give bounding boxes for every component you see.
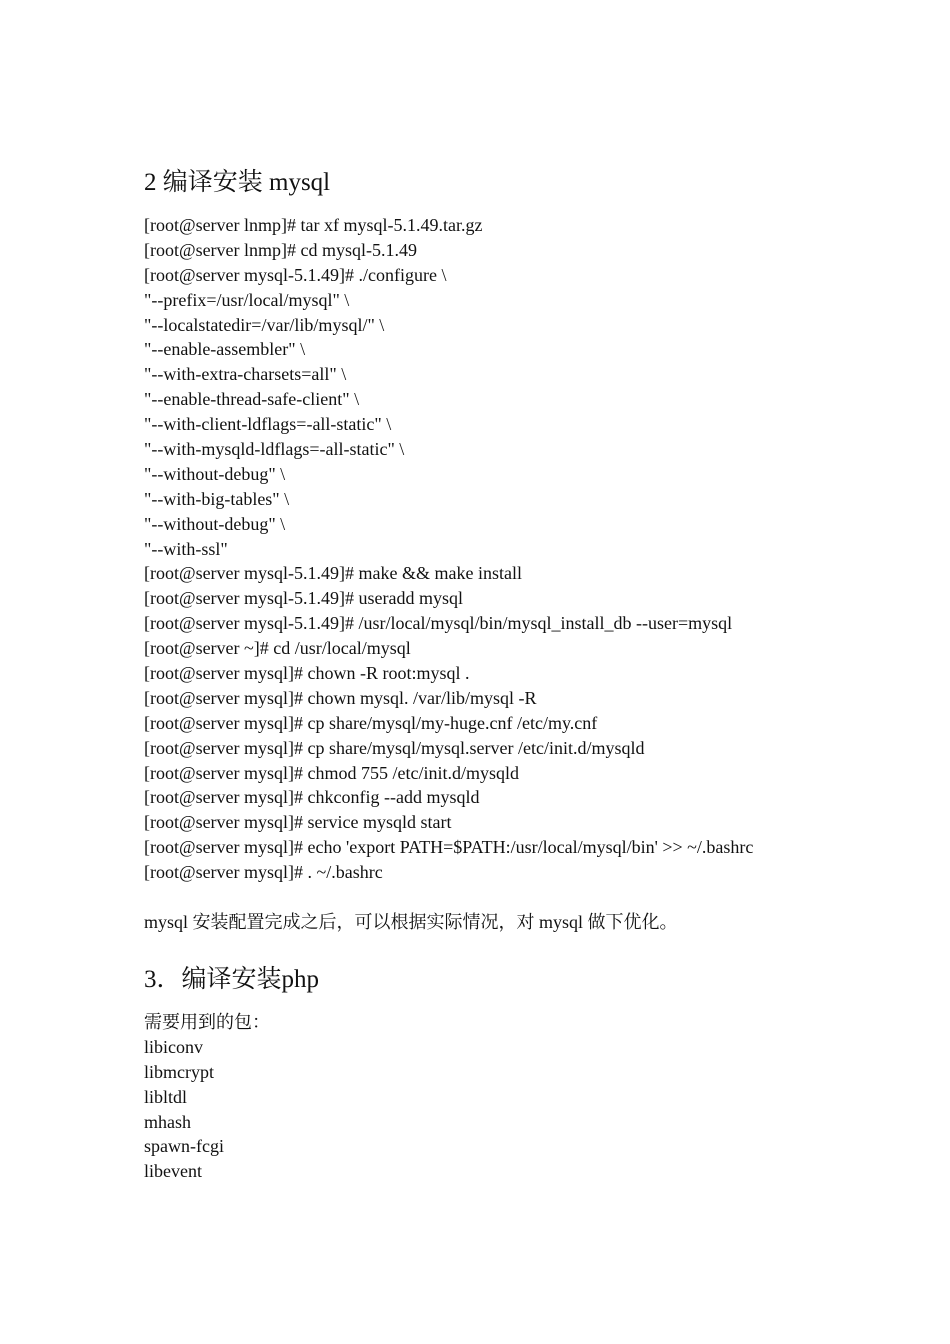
command-line: "--localstatedir=/var/lib/mysql/" \ (144, 314, 385, 335)
command-line: [root@server mysql]# cp share/mysql/my-huge.cnf /etc/my.cnf (144, 712, 598, 733)
command-line: [root@server mysql]# chkconfig --add mysqld (144, 787, 480, 808)
section-heading-php: 3．编译安装php (144, 966, 320, 993)
package-item: spawn-fcgi (144, 1136, 224, 1157)
package-item: mhash (144, 1111, 191, 1132)
command-line: "--prefix=/usr/local/mysql" \ (144, 289, 350, 310)
command-line: "--without-debug" \ (144, 463, 286, 484)
section-heading-mysql: 2 编译安装 mysql (144, 169, 331, 196)
command-line: "--enable-assembler" \ (144, 339, 306, 360)
package-item: libiconv (144, 1036, 203, 1057)
command-line: [root@server ~]# cd /usr/local/mysql (144, 638, 411, 659)
command-line: "--with-extra-charsets=all" \ (144, 364, 347, 385)
command-line: "--with-big-tables" \ (144, 488, 290, 509)
command-line: [root@server mysql]# . ~/.bashrc (144, 862, 383, 883)
mysql-optimization-note: mysql 安装配置完成之后，可以根据实际情况，对 mysql 做下优化。 (144, 912, 678, 932)
command-line: "--without-debug" \ (144, 513, 286, 534)
command-line: [root@server mysql]# cp share/mysql/mysql.server /etc/init.d/mysqld (144, 737, 645, 758)
command-line: "--with-client-ldflags=-all-static" \ (144, 414, 392, 435)
package-list-label: 需要用到的包： (144, 1012, 270, 1032)
command-line: [root@server mysql]# echo 'export PATH=$PATH:/usr/local/mysql/bin' >> ~/.bashrc (144, 837, 754, 858)
command-line: "--with-mysqld-ldflags=-all-static" \ (144, 439, 405, 460)
command-line: [root@server mysql-5.1.49]# /usr/local/mysql/bin/mysql_install_db --user=mysql (144, 613, 733, 634)
command-line: [root@server mysql-5.1.49]# make && make install (144, 563, 522, 584)
package-item: libltdl (144, 1086, 188, 1107)
command-line: "--enable-thread-safe-client" \ (144, 389, 360, 410)
mysql-command-list (144, 213, 753, 885)
command-line: [root@server mysql-5.1.49]# ./configure \ (144, 264, 447, 285)
package-item: libevent (144, 1161, 202, 1182)
command-line: [root@server lnmp]# tar xf mysql-5.1.49.tar.gz (144, 215, 483, 235)
command-line: [root@server lnmp]# cd mysql-5.1.49 (144, 239, 418, 260)
php-package-list (144, 1010, 270, 1184)
command-line: [root@server mysql-5.1.49]# useradd mysql (144, 588, 464, 609)
command-line: [root@server mysql]# chmod 755 /etc/init.d/mysqld (144, 762, 520, 783)
command-line: [root@server mysql]# service mysqld start (144, 812, 452, 833)
command-line: "--with-ssl" (144, 538, 228, 559)
package-item: libmcrypt (144, 1061, 214, 1082)
command-line: [root@server mysql]# chown -R root:mysql . (144, 663, 470, 684)
command-line: [root@server mysql]# chown mysql. /var/lib/mysql -R (144, 687, 537, 708)
